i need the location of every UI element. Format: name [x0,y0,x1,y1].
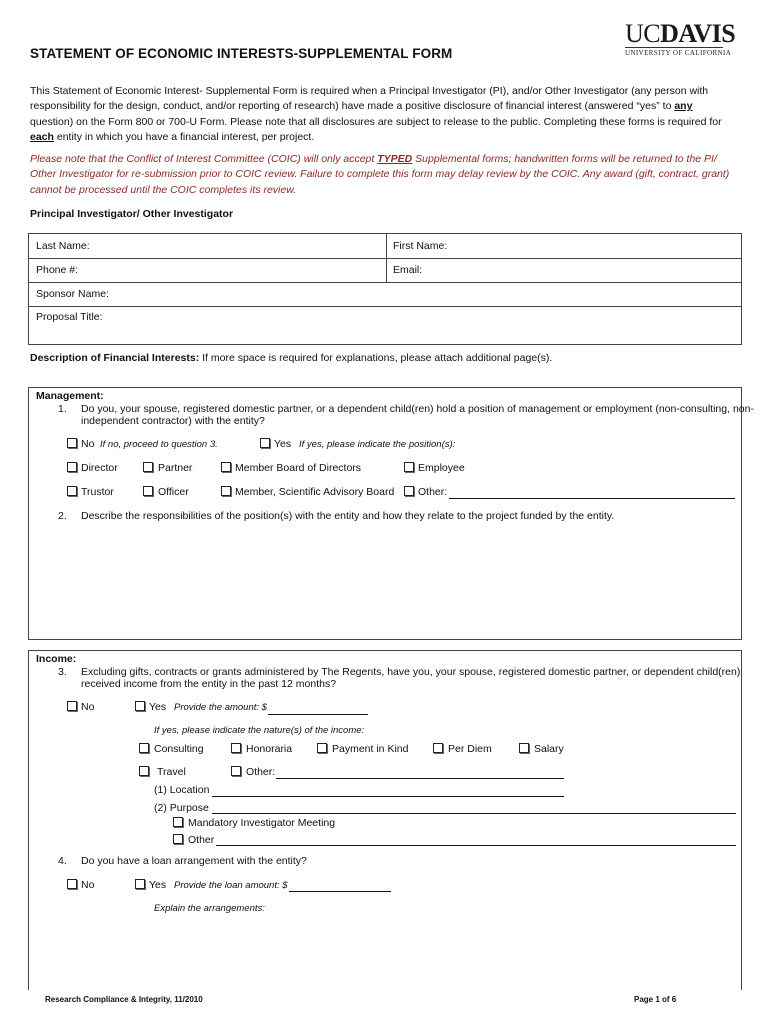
q3-no-label: No [81,701,95,713]
position-other-checkbox[interactable] [404,486,414,496]
purpose-other-checkbox[interactable] [173,834,183,844]
q3-text-line2: received income from the entity in the past 12 months? [81,678,337,690]
pi-column-divider [386,234,387,282]
description-text: If more space is required for explanations, please attach additional page(s). [199,352,553,364]
sponsor-name-field[interactable]: Sponsor Name: [36,288,109,300]
first-name-field[interactable]: First Name: [393,240,448,252]
q4-yes-label: Yes [149,879,167,891]
director-label: Director [81,462,118,474]
q2-text: Describe the responsibilities of the position(s) with the entity and how they relate to the project funded by the entity. [81,510,615,522]
officer-label: Officer [158,486,189,498]
trustor-label: Trustor [81,486,114,498]
mandatory-meeting-checkbox[interactable] [173,817,183,827]
position-other-line[interactable] [449,498,735,499]
income-other-line[interactable] [276,778,564,779]
management-section [28,387,754,640]
loan-amount-hint: Provide the loan amount: $ [174,880,288,891]
pi-row-names [29,234,741,259]
mandatory-meeting-label: Mandatory Investigator Meeting [188,817,336,829]
pi-heading: Principal Investigator/ Other Investigator [30,208,234,220]
footer-left: Research Compliance & Integrity, 11/2010 [45,995,203,1004]
member-board-checkbox[interactable] [221,462,231,472]
q1-yes-label: Yes [274,438,292,450]
q4-number: 4. [58,855,67,867]
member-sab-checkbox[interactable] [221,486,231,496]
travel-location-label: (1) Location [154,784,210,796]
q1-number: 1. [58,403,67,415]
director-checkbox[interactable] [67,462,77,472]
q3-text-line1: Excluding gifts, contracts or grants administered by The Regents, have you, your spouse, registered domestic partner, or dependent child(ren) [81,666,741,678]
form-title: STATEMENT OF ECONOMIC INTERESTS-SUPPLEMENTAL FORM [30,46,453,61]
q3-amount-hint: Provide the amount: $ [174,702,267,713]
pi-row-contact [29,258,741,283]
income-nature-hint: If yes, please indicate the nature(s) of the income: [154,725,365,736]
note-text-2: Supplemental forms; handwritten forms will be returned to the PI/ Other Investigator for re-submission prior to COIC review. Failure to complete this form may delay review by the COIC. Any award (gift, contract, grant) cannot be processed until the COIC completes its review. [30,153,730,196]
income-other-label: Other: [246,766,276,778]
q1-yes-hint: If yes, please indicate the position(s): [299,439,456,450]
q1-no-checkbox[interactable] [67,438,77,448]
position-other-label: Other: [418,486,448,498]
q3-yes-checkbox[interactable] [135,701,145,711]
email-field[interactable]: Email: [393,264,423,276]
member-sab-label: Member, Scientific Advisory Board [235,486,395,498]
pi-info-table [28,233,742,345]
per-diem-checkbox[interactable] [433,743,443,753]
travel-location-line[interactable] [212,796,564,797]
logo-subtitle: UNIVERSITY OF CALIFORNIA [625,49,732,57]
q1-no-hint: If no, proceed to question 3. [100,439,218,450]
intro-text-3: entity in which you have a financial interest, per project. [53,130,315,143]
q3-number: 3. [58,666,67,678]
coic-note [30,152,735,198]
partner-checkbox[interactable] [143,462,153,472]
proposal-title-field[interactable]: Proposal Title: [36,311,103,323]
intro-any: any [674,100,693,113]
payment-in-kind-checkbox[interactable] [317,743,327,753]
pi-row-sponsor [29,282,741,307]
footer-page-number: Page 1 of 6 [634,995,677,1004]
trustor-checkbox[interactable] [67,486,77,496]
travel-checkbox[interactable] [139,766,149,776]
logo-davis: DAVIS [660,19,736,48]
intro-each: each [30,130,54,143]
q4-yes-checkbox[interactable] [135,879,145,889]
income-heading: Income: [36,653,77,665]
q3-amount-line[interactable] [268,714,368,715]
employee-label: Employee [418,462,465,474]
q1-no-label: No [81,438,95,450]
q4-no-label: No [81,879,95,891]
description-label: Description of Financial Interests: [30,352,200,364]
intro-text-2: question) on the Form 800 or 700-U Form. Please note that all disclosures are subject to release to the public. Completing these forms is required for [30,115,722,128]
travel-purpose-label: (2) Purpose [154,802,209,814]
q4-text: Do you have a loan arrangement with the entity? [81,855,307,867]
intro-paragraph [30,84,730,145]
intro-text-1: This Statement of Economic Interest- Supplemental Form is required when a Principal Investigator (PI), and/or Other Investigator (any person with responsibility for the design, conduct, and/or reporting of research) have made a positive disclosure of financial interest (answered “yes” to [30,85,709,113]
income-section [28,650,742,990]
salary-label: Salary [534,743,564,755]
purpose-other-line[interactable] [216,845,736,846]
financial-interests-description [30,352,552,364]
travel-label: Travel [157,766,186,778]
honoraria-label: Honoraria [246,743,293,755]
note-typed: TYPED [377,153,413,165]
loan-explain-hint: Explain the arrangements: [154,903,265,914]
per-diem-label: Per Diem [448,743,492,755]
payment-in-kind-label: Payment in Kind [332,743,409,755]
q1-text-line2: independent contractor) with the entity? [81,415,265,427]
partner-label: Partner [158,462,193,474]
ucdavis-logo [625,19,736,57]
note-text-1: Please note that the Conflict of Interest Committee (COIC) will only accept [30,153,378,165]
loan-amount-line[interactable] [289,891,391,892]
q3-yes-label: Yes [149,701,167,713]
consulting-label: Consulting [154,743,204,755]
phone-field[interactable]: Phone #: [36,264,79,276]
employee-checkbox[interactable] [404,462,414,472]
member-board-label: Member Board of Directors [235,462,362,474]
management-heading: Management: [36,390,104,402]
q1-yes-checkbox[interactable] [260,438,270,448]
honoraria-checkbox[interactable] [231,743,241,753]
consulting-checkbox[interactable] [139,743,149,753]
q1-text-line1: Do you, your spouse, registered domestic partner, or a dependent child(ren) hold a position of management or employment (non-consulting, non- [81,403,754,415]
officer-checkbox[interactable] [143,486,153,496]
purpose-other-label: Other [188,834,215,846]
last-name-field[interactable]: Last Name: [36,240,90,252]
travel-purpose-line[interactable] [212,813,736,814]
logo-uc: UC [625,19,661,48]
q2-number: 2. [58,510,67,522]
q4-no-checkbox[interactable] [67,879,77,889]
income-other-checkbox[interactable] [231,766,241,776]
q3-no-checkbox[interactable] [67,701,77,711]
salary-checkbox[interactable] [519,743,529,753]
